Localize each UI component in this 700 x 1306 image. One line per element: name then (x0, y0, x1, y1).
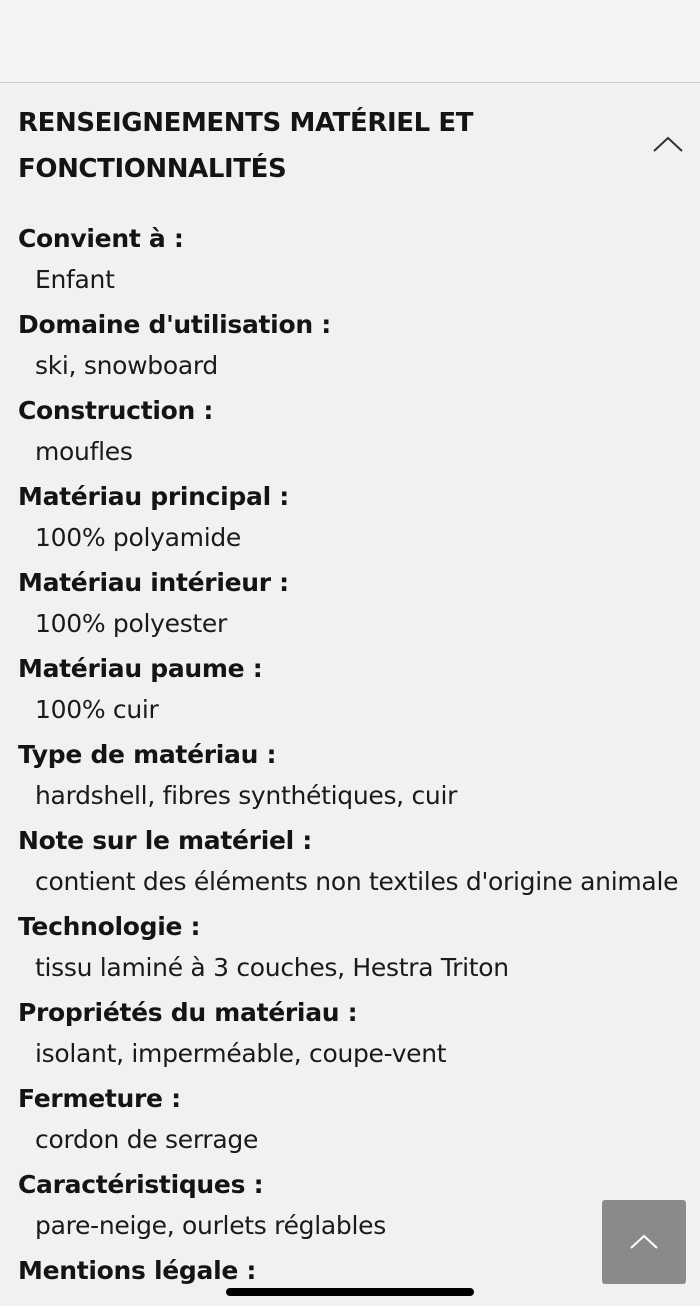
spec-value: 100% polyamide (35, 523, 241, 552)
section-title (18, 100, 618, 192)
spec-label: Matériau paume : (18, 654, 263, 683)
spec-label: Domaine d'utilisation : (18, 310, 331, 339)
features-section (0, 83, 700, 1306)
spec-value: tissu laminé à 3 couches, Hestra Triton (35, 953, 509, 982)
spec-value: contient des éléments non textiles d'origine animale (35, 867, 679, 896)
spec-value: Enfant (35, 265, 115, 294)
spec-label: Caractéristiques : (18, 1170, 264, 1199)
collapse-toggle[interactable] (648, 129, 688, 161)
chevron-up-icon (648, 129, 688, 161)
spec-label: Convient à : (18, 224, 184, 253)
spec-label: Matériau intérieur : (18, 568, 289, 597)
spec-value: 100% cuir (35, 695, 159, 724)
top-strip (0, 0, 700, 83)
scroll-to-top-button[interactable] (602, 1200, 686, 1284)
spec-label: Type de matériau : (18, 740, 277, 769)
section-header[interactable] (18, 100, 618, 192)
spec-label: Fermeture : (18, 1084, 181, 1113)
spec-value: isolant, imperméable, coupe-vent (35, 1039, 447, 1068)
spec-value: ski, snowboard (35, 351, 218, 380)
spec-list (18, 219, 688, 1291)
spec-label: Technologie : (18, 912, 201, 941)
spec-value: cordon de serrage (35, 1125, 259, 1154)
spec-value: moufles (35, 437, 133, 466)
spec-value: pare-neige, ourlets réglables (35, 1211, 386, 1240)
spec-label: Construction : (18, 396, 214, 425)
section-title-line-2: FONCTIONNALITÉS (18, 154, 287, 184)
spec-label: Mentions légale : (18, 1256, 257, 1285)
spec-label: Matériau principal : (18, 482, 289, 511)
chevron-up-icon (629, 1233, 659, 1251)
spec-value: hardshell, fibres synthétiques, cuir (35, 781, 458, 810)
home-indicator (226, 1288, 474, 1296)
spec-label: Propriétés du matériau : (18, 998, 358, 1027)
spec-value: 100% polyester (35, 609, 227, 638)
spec-label: Note sur le matériel : (18, 826, 312, 855)
section-title-line-1: RENSEIGNEMENTS MATÉRIEL ET (18, 108, 474, 138)
